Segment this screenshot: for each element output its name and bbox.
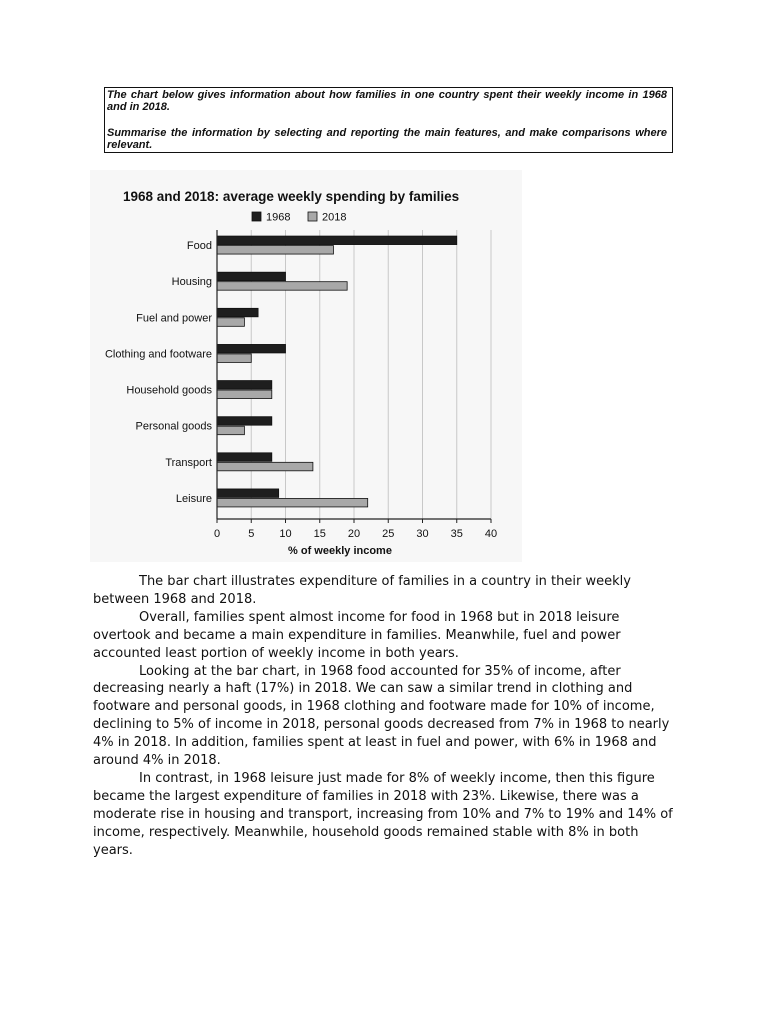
essay-paragraph-4: In contrast, in 1968 leisure just made for 8% of weekly income, then this figure became the largest expenditure of families in 2018 with 23%. Likewise, there was a moderate rise in housing and transport, increasing from 10% and 7% to 19% and 14% of income, respectively. Meanwhile, household goods remained stable with 8% in both years. — [93, 770, 673, 858]
x-tick-label: 25 — [382, 528, 395, 540]
bar-1968 — [217, 381, 272, 390]
bar-2018 — [217, 498, 368, 507]
x-tick-label: 10 — [279, 528, 292, 540]
essay-paragraph-2: Overall, families spent almost income for food in 1968 but in 2018 leisure overtook and became a main expenditure in families. Meanwhile, fuel and power accounted least portion of weekly income in both years. — [93, 609, 621, 661]
bar-2018 — [217, 318, 244, 327]
category-label: Clothing and footware — [104, 348, 212, 361]
bar-1968 — [217, 417, 272, 426]
chart-title: 1968 and 2018: average weekly spending by families — [123, 189, 460, 204]
legend-swatch-2018 — [308, 212, 317, 221]
x-tick-label: 15 — [313, 528, 326, 540]
bar-1968 — [217, 308, 258, 317]
x-tick-label: 5 — [248, 528, 255, 540]
bar-2018 — [217, 282, 347, 291]
legend-label: 1968 — [266, 211, 291, 224]
bar-2018 — [217, 462, 313, 471]
bar-chart-svg — [90, 170, 522, 562]
bar-2018 — [217, 354, 251, 363]
task-prompt-line-1: The chart below gives information about how families in one country spent their weekly income in 1968 and in 2018. — [107, 89, 667, 113]
category-label: Household goods — [126, 384, 212, 397]
bar-1968 — [217, 489, 279, 498]
bar-2018 — [217, 426, 244, 435]
x-tick-label: 35 — [450, 528, 463, 540]
bar-1968 — [217, 236, 457, 245]
x-axis-label: % of weekly income — [288, 545, 392, 557]
essay-body — [93, 573, 675, 860]
legend-swatch-1968 — [252, 212, 261, 221]
essay-paragraph-1: The bar chart illustrates expenditure of families in a country in their weekly between 1968 and 2018. — [93, 574, 631, 607]
bar-2018 — [217, 390, 272, 399]
category-label: Transport — [165, 456, 212, 469]
x-tick-label: 30 — [416, 528, 429, 540]
category-label: Food — [186, 240, 212, 253]
bar-1968 — [217, 453, 272, 462]
legend-label: 2018 — [322, 211, 347, 224]
bar-1968 — [217, 344, 286, 353]
task-prompt-box — [104, 87, 673, 153]
x-tick-label: 20 — [347, 528, 361, 540]
category-label: Leisure — [175, 492, 212, 505]
x-tick-label: 40 — [484, 528, 498, 540]
bar-chart — [90, 170, 522, 562]
category-label: Fuel and power — [136, 312, 212, 325]
bar-1968 — [217, 272, 286, 281]
essay-paragraph-3: Looking at the bar chart, in 1968 food accounted for 35% of income, after decreasing nearly a haft (17%) in 2018. We can saw a similar trend in clothing and footware and personal goods, in 1968 clothing and footware made for 10% of income, declining to 5% of income in 2018, personal goods decreased from 7% in 1968 to nearly 4% in 2018. In addition, families spent at least in fuel and power, with 6% in 1968 and around 4% in 2018. — [93, 663, 670, 769]
x-tick-label: 0 — [213, 528, 221, 540]
task-prompt-line-2: Summarise the information by selecting and reporting the main features, and make comparisons where relevant. — [107, 127, 667, 151]
bar-2018 — [217, 246, 333, 255]
category-label: Personal goods — [135, 420, 212, 433]
category-label: Housing — [171, 276, 212, 289]
